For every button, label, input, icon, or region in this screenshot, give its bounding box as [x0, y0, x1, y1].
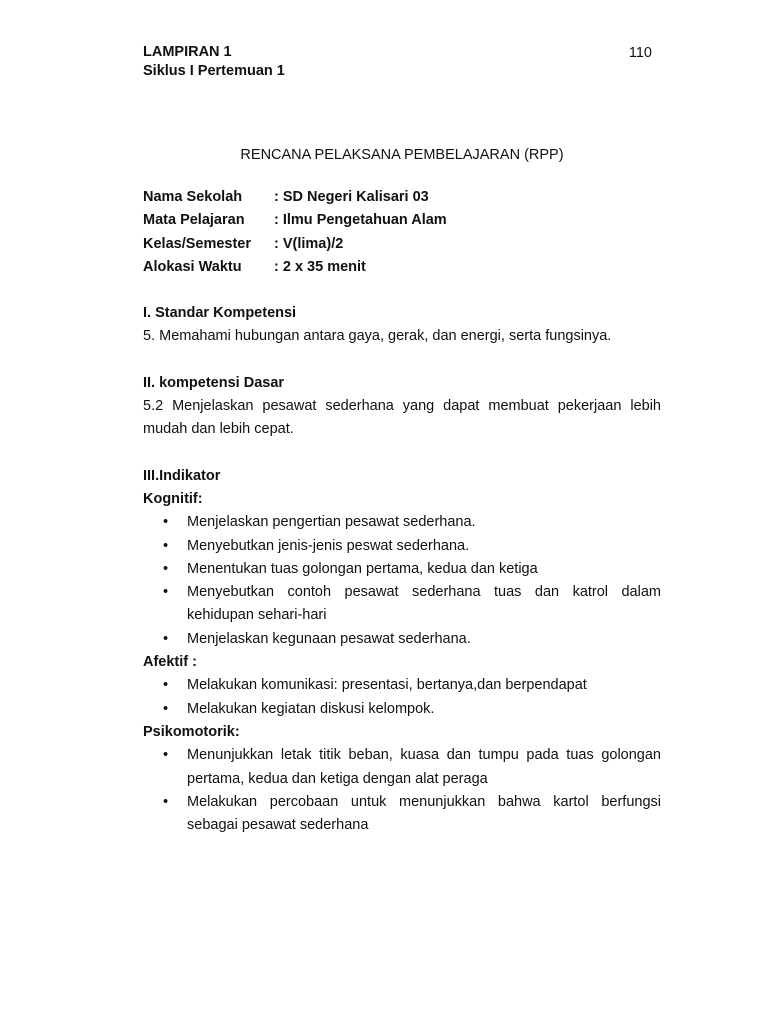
bullet-icon: • — [163, 677, 169, 694]
afektif-list — [143, 674, 661, 721]
identity-row — [143, 256, 661, 279]
list-item-text: Melakukan kegiatan diskusi kelompok. — [187, 700, 435, 717]
bullet-icon: • — [163, 514, 169, 531]
kognitif-list — [143, 511, 661, 651]
list-item-text: Menjelaskan kegunaan pesawat sederhana. — [187, 630, 471, 647]
list-item — [143, 628, 661, 651]
list-item — [143, 674, 661, 697]
list-item-text: Menyebutkan contoh pesawat sederhana tuas dan katrol dalam kehidupan sehari-hari — [187, 584, 661, 624]
document-title: RENCANA PELAKSANA PEMBELAJARAN (RPP) — [240, 147, 564, 163]
identity-label: Nama Sekolah — [143, 189, 243, 205]
identity-value: : V(lima)/2 — [274, 235, 344, 252]
cycle-label: Siklus I Pertemuan 1 — [143, 63, 285, 79]
identity-label: Alokasi Waktu — [143, 258, 242, 275]
kompetensi-dasar-heading: II. kompetensi Dasar — [143, 374, 285, 391]
bullet-icon: • — [163, 584, 169, 601]
psikomotorik-heading: Psikomotorik: — [143, 723, 240, 740]
list-item — [143, 744, 661, 791]
standar-kompetensi-heading: I. Standar Kompetensi — [143, 305, 297, 322]
indikator-heading: III.Indikator — [143, 467, 221, 484]
identity-value: : 2 x 35 menit — [274, 258, 366, 275]
psikomotorik-list — [143, 744, 661, 837]
bullet-icon: • — [163, 700, 169, 717]
page-header — [143, 44, 661, 84]
bullet-icon: • — [163, 747, 169, 764]
list-item-text: Melakukan komunikasi: presentasi, bertanya,dan berpendapat — [187, 677, 587, 694]
identity-row — [143, 186, 661, 209]
afektif-heading: Afektif : — [143, 654, 197, 671]
list-item-text: Menunjukkan letak titik beban, kuasa dan tumpu pada tuas golongan pertama, kedua dan ketiga dengan alat peraga — [187, 747, 661, 787]
identity-label: Mata Pelajaran — [143, 212, 245, 229]
list-item — [143, 791, 661, 838]
list-item-text: Menyebutkan jenis-jenis peswat sederhana. — [187, 537, 470, 554]
identity-value: : SD Negeri Kalisari 03 — [274, 189, 429, 205]
kognitif-heading: Kognitif: — [143, 490, 203, 507]
list-item-text: Menjelaskan pengertian pesawat sederhana. — [187, 514, 476, 531]
appendix-label: LAMPIRAN 1 — [143, 44, 232, 60]
list-item-text: Melakukan percobaan untuk menunjukkan bahwa kartol berfungsi sebagai pesawat sederhana — [187, 793, 661, 834]
document-page — [143, 44, 661, 837]
list-item — [143, 698, 661, 721]
list-item — [143, 558, 661, 581]
bullet-icon: • — [163, 630, 169, 647]
bullet-icon: • — [163, 560, 169, 577]
identity-row — [143, 209, 661, 232]
identity-label: Kelas/Semester — [143, 235, 252, 252]
identity-row — [143, 233, 661, 256]
bullet-icon: • — [163, 793, 169, 810]
identity-value: : Ilmu Pengetahuan Alam — [274, 212, 447, 229]
list-item — [143, 581, 661, 628]
list-item-text: Menentukan tuas golongan pertama, kedua dan ketiga — [187, 560, 538, 577]
standar-kompetensi-text: 5. Memahami hubungan antara gaya, gerak, dan energi, serta fungsinya. — [143, 328, 612, 345]
page-number: 110 — [628, 45, 652, 61]
kompetensi-dasar-text: 5.2 Menjelaskan pesawat sederhana yang dapat membuat pekerjaan lebih mudah dan lebih cepat. — [143, 398, 661, 438]
bullet-icon: • — [163, 537, 169, 554]
list-item — [143, 535, 661, 558]
list-item — [143, 511, 661, 534]
identity-block — [143, 186, 661, 279]
